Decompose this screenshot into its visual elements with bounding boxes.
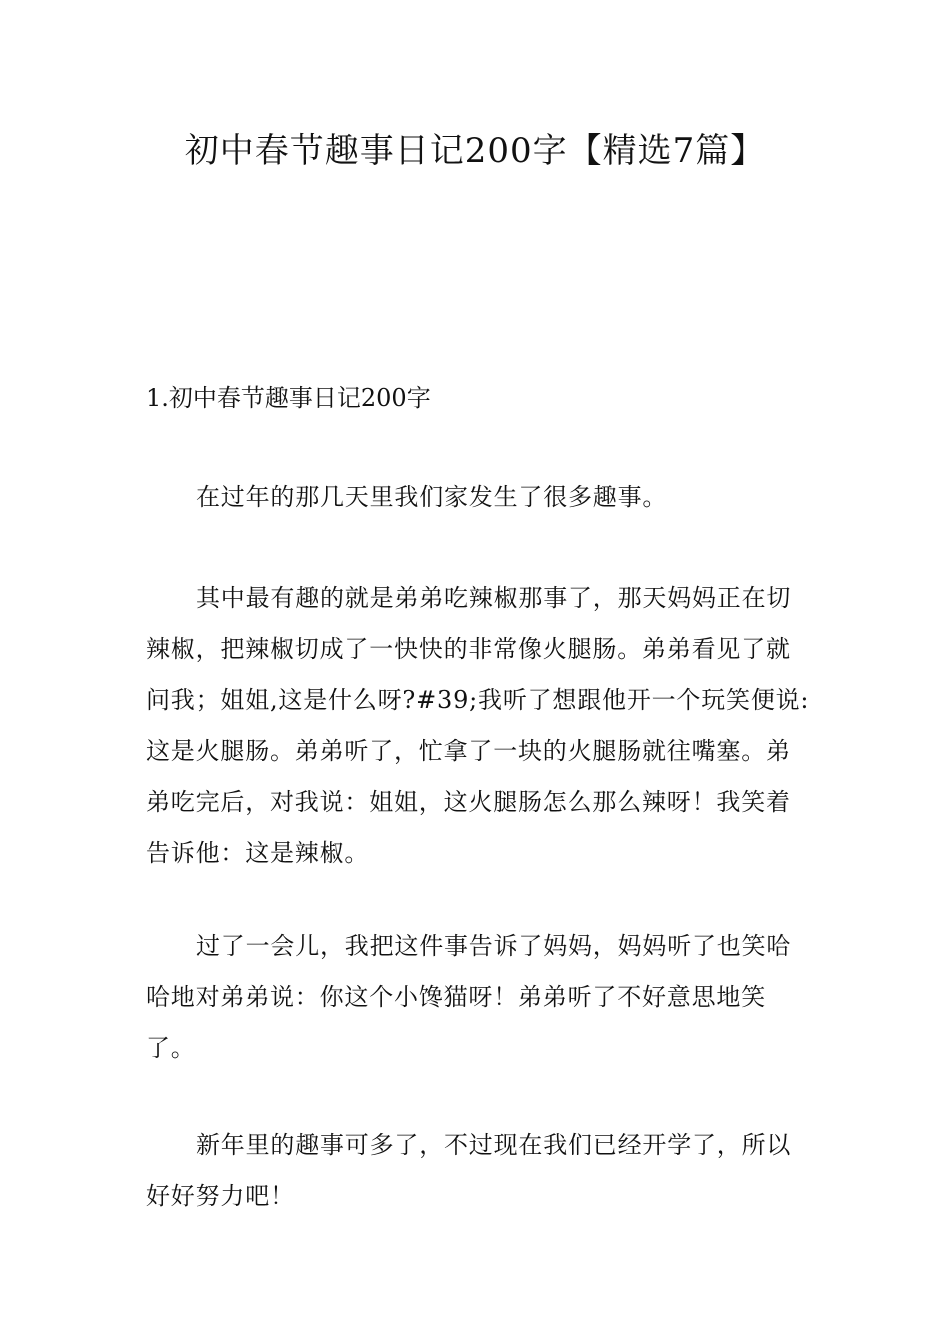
paragraph-story: 其中最有趣的就是弟弟吃辣椒那事了，那天妈妈正在切辣椒，把辣椒切成了一快快的非常像火腿肠。弟弟看见了就问我；姐姐,这是什么呀?#39;我听了想跟他开一个玩笑便说:这是火腿肠。弟弟听了，忙拿了一块的火腿肠就往嘴塞。弟弟吃完后，对我说：姐姐，这火腿肠怎么那么辣呀！我笑着告诉他：这是辣椒。 bbox=[146, 584, 810, 867]
paragraph-reaction: 过了一会儿，我把这件事告诉了妈妈，妈妈听了也笑哈哈地对弟弟说：你这个小馋猫呀！弟弟听了不好意思地笑了。 bbox=[146, 932, 792, 1062]
paragraph-conclusion: 新年里的趣事可多了，不过现在我们已经开学了，所以好好努力吧！ bbox=[146, 1131, 792, 1210]
section-heading: 1.初中春节趣事日记200字 bbox=[146, 384, 431, 412]
document-title: 初中春节趣事日记200字【精选7篇】 bbox=[184, 131, 766, 171]
paragraph-intro: 在过年的那几天里我们家发生了很多趣事。 bbox=[196, 483, 668, 511]
